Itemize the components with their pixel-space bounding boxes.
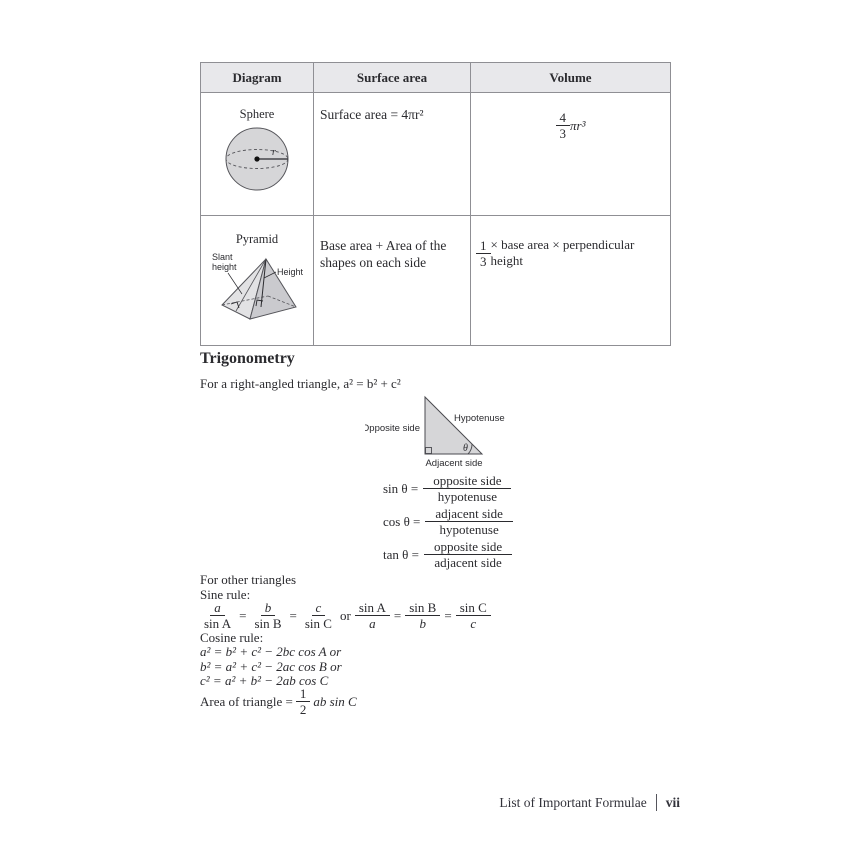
equals-sign: =	[444, 607, 452, 623]
cos-fraction: $\frac{\text{adjacent side}}{\text{hypotenuse}}$	[425, 506, 513, 537]
area-of-triangle-formula	[200, 686, 357, 717]
cos-ratio-row	[383, 506, 513, 537]
other-triangles-text: For other triangles	[200, 572, 297, 587]
cosine-rule-line-1: a² = b² + c² − 2bc cos A or	[200, 644, 342, 659]
right-triangle-diagram	[365, 390, 510, 470]
sine-rule-frac-a: $\frac{a}{\text{sin A}}$	[204, 600, 232, 631]
opposite-side-label: Opposite side	[365, 423, 420, 434]
equals-sign: =	[289, 607, 297, 623]
pyramid-volume-suffix: × base area × perpendicular height	[490, 237, 635, 268]
sine-rule-equation	[200, 600, 491, 631]
right-triangle-figure	[365, 390, 510, 475]
sphere-volume-suffix: πr³	[570, 117, 586, 133]
pyramid-diagram-cell	[201, 216, 314, 346]
page-number: vii	[665, 794, 680, 810]
cosine-rule-line-3: c² = a² + b² − 2ab cos C	[200, 673, 329, 688]
tan-lhs: tan θ =	[383, 546, 419, 562]
sine-rule-frac-sinA: $\frac{\text{sin A}}{a}$	[355, 600, 390, 631]
pyramid-volume-formula	[471, 237, 670, 269]
sphere-surface-area-cell	[314, 93, 471, 216]
tan-ratio-row	[383, 539, 513, 570]
sine-rule-frac-b: $\frac{b}{\text{sin B}}$	[254, 600, 282, 631]
table-row-sphere	[201, 93, 671, 216]
hypotenuse-label: Hypotenuse	[454, 413, 505, 424]
header-surface-area: Surface area	[314, 63, 471, 93]
sphere-volume-fraction: $\frac{4}{3}$	[556, 110, 571, 141]
trigonometry-heading: Trigonometry	[200, 350, 295, 367]
sphere-volume-cell	[471, 93, 671, 216]
pyramid-title: Pyramid	[235, 232, 279, 246]
table-header-row	[201, 63, 671, 93]
sphere-radius-label: r	[272, 147, 276, 158]
cos-lhs: cos θ =	[383, 513, 421, 529]
pyramid-surface-area-cell	[314, 216, 471, 346]
equals-sign: =	[393, 607, 402, 623]
trig-ratio-stack	[383, 473, 513, 570]
sin-lhs: sin θ =	[383, 480, 419, 496]
cosine-rule-label: Cosine rule:	[200, 630, 264, 645]
header-volume: Volume	[471, 63, 671, 93]
pyramid-volume-fraction: $\frac{1}{3}$	[476, 238, 491, 269]
area-suffix: ab sin C	[313, 693, 357, 709]
header-diagram: Diagram	[201, 63, 314, 93]
page-footer	[0, 794, 680, 811]
cosine-rule-lines	[200, 645, 342, 689]
sphere-surface-area-formula: Surface area = 4πr²	[320, 107, 424, 122]
footer-divider	[656, 794, 657, 811]
right-angled-triangle-intro: For a right-angled triangle, a² = b² + c²	[200, 376, 401, 391]
sphere-title: Sphere	[239, 107, 275, 121]
pyramid-surface-area-formula: Base area + Area of the shapes on each side	[320, 238, 447, 270]
sin-fraction: $\frac{\text{opposite side}}{\text{hypotenuse}}$	[423, 473, 511, 504]
theta-label: θ	[463, 443, 468, 454]
sine-rule-frac-c: $\frac{c}{\text{sin C}}$	[304, 600, 332, 631]
sine-rule-frac-sinB: $\frac{\text{sin B}}{b}$	[405, 600, 440, 631]
table-row-pyramid	[201, 216, 671, 346]
sine-rule-label: Sine rule:	[200, 587, 251, 602]
pyramid-slant-height-label-line1: Slant	[212, 252, 233, 262]
sin-ratio-row	[383, 473, 513, 504]
tan-fraction: $\frac{\text{opposite side}}{\text{adjacent side}}$	[424, 539, 512, 570]
adjacent-side-label: Adjacent side	[425, 458, 483, 469]
formula-table	[200, 62, 671, 346]
sphere-diagram	[222, 122, 292, 192]
pyramid-height-label: Height	[277, 267, 304, 277]
cosine-rule-line-2: b² = a² + c² − 2ac cos B or	[200, 658, 342, 674]
pyramid-volume-cell	[471, 216, 671, 346]
pyramid-slant-height-label-line2: height	[212, 262, 237, 272]
pyramid-diagram	[206, 247, 308, 327]
area-prefix: Area of triangle =	[200, 693, 293, 709]
or-text: or	[339, 607, 351, 623]
footer-title: List of Important Formulae	[499, 794, 647, 810]
sine-rule-frac-sinC: $\frac{\text{sin C}}{c}$	[456, 600, 491, 631]
area-fraction: $\frac{1}{2}$	[296, 686, 311, 717]
sphere-diagram-cell	[201, 93, 314, 216]
equals-sign: =	[239, 607, 247, 623]
sphere-volume-formula	[471, 110, 670, 141]
